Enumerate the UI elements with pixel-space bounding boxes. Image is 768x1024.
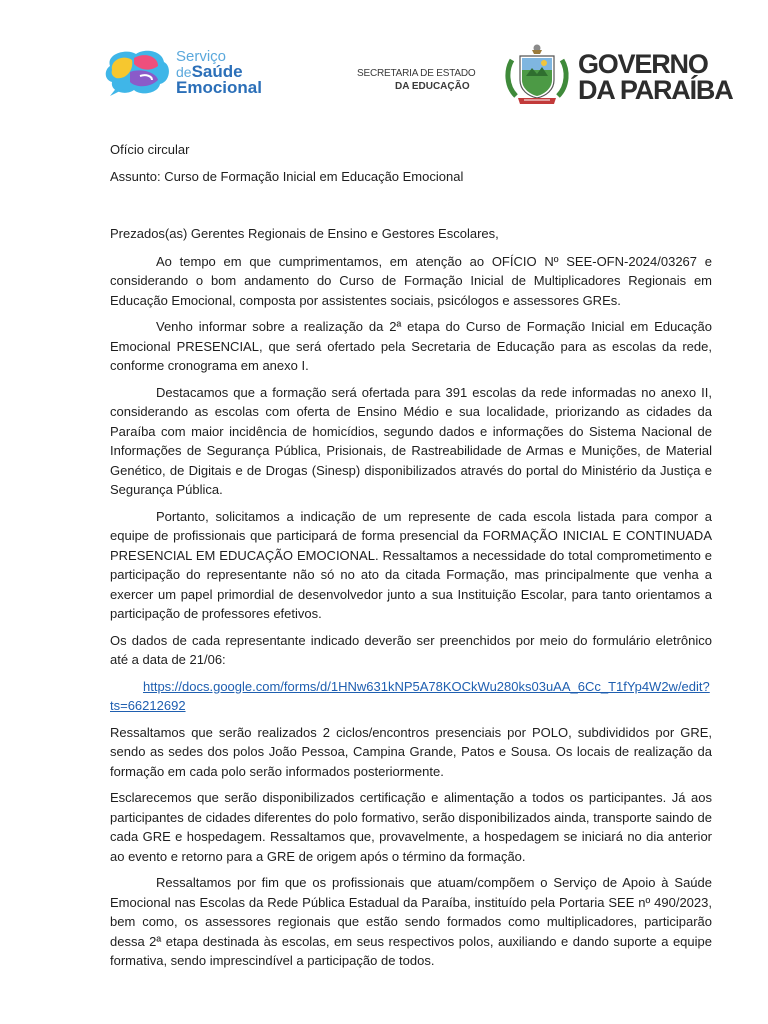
paragraph-8: Ressaltamos por fim que os profissionais que atuam/compõem o Serviço de Apoio à Saúde Emocional nas Escolas da Rede Pública Estadual da Paraíba, instituído pela Portaria SEE nº 490/2023, bem como, os assessores regionais que estão sendo formados como multiplicadores, participarão dessa 2ª etapa destinada às escolas, em seus respectivos polos, auxiliando e dando suporte a equipe formativa, sendo imprescindível a participação de todos.: [110, 875, 712, 968]
brain-speech-icon: [100, 46, 174, 100]
governo-paraiba-wordmark: [578, 51, 733, 103]
paraiba-coat-of-arms-icon: [504, 42, 570, 108]
secretaria-line-1: SECRETARIA DE ESTADO: [357, 68, 476, 79]
form-link[interactable]: [110, 677, 712, 716]
form-link-line-2[interactable]: ts=66212692: [110, 698, 186, 713]
form-link-line-1[interactable]: https://docs.google.com/forms/d/1HNw631kNP5A78KOCkWu280ks03uAA_6Cc_T1fYp4W2w/edit?: [143, 678, 710, 694]
secretaria-label: [357, 67, 487, 93]
paragraph-3: Destacamos que a formação será ofertada para 391 escolas da rede informadas no anexo II, considerando as escolas com oferta de Ensino Médio e sua localidade, priorizando as cidades da Paraíba com maior incidência de homicídios, segundo dados e informações do Sistema Nacional de Informações de Segurança Pública, Prisionais, de Rastreabilidade de Armas e Munições, de Material Genético, de Digitais e de Drogas (Sinesp) disponibilizados através do portal do Ministério da Justiça e Segurança Pública.: [110, 384, 712, 497]
paragraph-1: Ao tempo em que cumprimentamos, em atenção ao OFÍCIO Nº SEE-OFN-2024/03267 e considerando o bom andamento do Curso de Formação Inicial de Multiplicadores Regionais em Educação Emocional, composta por assistentes sociais, psicólogos e assessores GREs.: [110, 253, 712, 308]
letter-greeting: Prezados(as) Gerentes Regionais de Ensino e Gestores Escolares,: [110, 226, 499, 241]
logo-line-3: Emocional: [176, 78, 262, 97]
paragraph-7: Esclarecemos que serão disponibilizados certificação e alimentação a todos os participantes. Já aos participantes de cidades diferentes do polo formativo, serão disponibilizados ainda, transporte saindo de cada GRE e hospedagem. Ressaltamos que, provavelmente, a hospedagem se iniciará no dia anterior ao evento e retorno para a GRE de origem após o término da formação.: [110, 790, 712, 864]
paragraph-4: Portanto, solicitamos a indicação de um represente de cada escola listada para compor a equipe de profissionais que participará de forma presencial da FORMAÇÃO INICIAL E CONTINUADA PRESENCIAL EM EDUCAÇÃO EMOCIONAL. Ressaltamos a necessidade do total comprometimento e participação do representante não só no ato da citada Formação, mas principalmente que venha a exercer um papel primordial de desenvolvedor junto a sua Instituição Escolar, para tanto orientamos a participação de professores efetivos.: [110, 508, 712, 621]
logo-line-2-main: Saúde: [191, 62, 243, 81]
logo-line-2-prefix: de: [176, 64, 192, 80]
letter-type: Ofício circular: [110, 142, 190, 157]
saude-emocional-logo: [100, 44, 285, 102]
paragraph-2: Venho informar sobre a realização da 2ª etapa do Curso de Formação Inicial em Educação Emocional PRESENCIAL, que será ofertado pela Secretaria de Educação para as escolas da rede, conforme cronograma em anexo I.: [110, 319, 712, 373]
logo-line-1: Serviço: [176, 48, 227, 65]
governo-line-1: GOVERNO: [578, 49, 708, 79]
paragraph-6: Ressaltamos que serão realizados 2 ciclos/encontros presenciais por POLO, subdivididos por GRE, sendo as sedes dos polos João Pessoa, Campina Grande, Patos e Sousa. Os locais de realização da formação em cada polo serão informados posteriormente.: [110, 724, 712, 779]
paragraph-5: Os dados de cada representante indicado deverão ser preenchidos por meio do formulário eletrônico até a data de 21/06:: [110, 632, 712, 667]
letter-body: [110, 140, 712, 971]
governo-line-2: DA PARAÍBA: [578, 75, 733, 105]
secretaria-line-2: DA EDUCAÇÃO: [395, 81, 470, 92]
letterhead: [0, 0, 768, 118]
letter-subject: Assunto: Curso de Formação Inicial em Educação Emocional: [110, 168, 464, 184]
